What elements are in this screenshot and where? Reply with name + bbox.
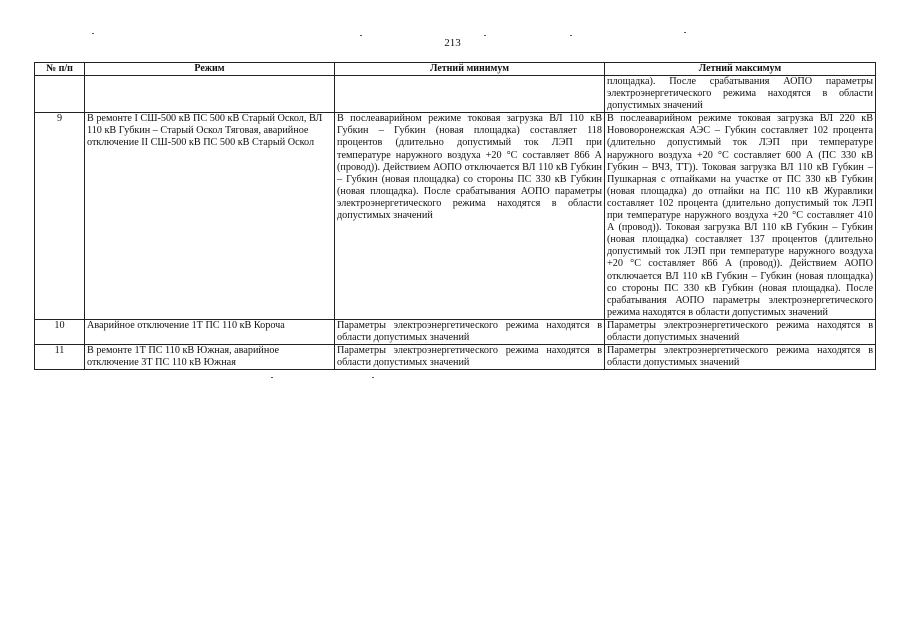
table-row <box>35 319 876 344</box>
row-number: 11 <box>35 345 85 370</box>
row-summer-min <box>335 76 605 113</box>
header-mode: Режим <box>85 63 335 76</box>
regime-table <box>34 62 876 370</box>
scan-speck <box>484 35 486 36</box>
row-summer-max: В послеаварийном режиме токовая загрузка ВЛ 220 кВ Нововоронежская АЭС – Губкин составляет 102 процента (длительно допустимый ток ЛЭП при температуре наружного воздуха +20 °С составляет 600 А (ПС 330 кВ Губкин – ВЧЗ, ТТ)). Токовая загрузка ВЛ 110 кВ Губкин – Пушкарная с отпайками на участке от ПС 330 кВ Губкин (новая площадка) до отпайки на ПС 110 кВ Журавлики составляет 102 процента (длительно допустимый ток ЛЭП при температуре наружного воздуха +20 °С составляет 410 А (провод)). Токовая загрузка ВЛ 110 кВ Губкин – Губкин (новая площадка) составляет 137 процентов (длительно допустимый ток ЛЭП при температуре наружного воздуха +20 °С составляет 866 А (провод)). Действием АОПО отключается ВЛ 110 кВ Губкин – Губкин (новая площадка) со стороны ПС 330 кВ Губкин (новая площадка). После срабатывания АОПО параметры электроэнергетического режима находятся в области допустимых значений <box>605 113 876 320</box>
scan-speck <box>372 377 374 378</box>
scan-speck <box>684 32 686 33</box>
row-summer-min: Параметры электроэнергетического режима находятся в области допустимых значений <box>335 345 605 370</box>
row-summer-max: Параметры электроэнергетического режима находятся в области допустимых значений <box>605 319 876 344</box>
scan-speck <box>271 377 273 378</box>
row-mode: Аварийное отключение 1Т ПС 110 кВ Короча <box>85 319 335 344</box>
row-summer-max: площадка). После срабатывания АОПО параметры электроэнергетического режима находятся в области допустимых значений <box>605 76 876 113</box>
table-row <box>35 345 876 370</box>
table-row <box>35 113 876 320</box>
row-mode <box>85 76 335 113</box>
table-row <box>35 76 876 113</box>
table-header-row <box>35 63 876 76</box>
scan-speck <box>360 35 362 36</box>
row-mode: В ремонте I СШ-500 кВ ПС 500 кВ Старый Оскол, ВЛ 110 кВ Губкин – Старый Оскол Тяговая, аварийное отключение II СШ-500 кВ ПС 500 кВ Старый Оскол <box>85 113 335 320</box>
header-number: № п/п <box>35 63 85 76</box>
row-number: 10 <box>35 319 85 344</box>
row-mode: В ремонте 1Т ПС 110 кВ Южная, аварийное отключение 3Т ПС 110 кВ Южная <box>85 345 335 370</box>
row-summer-min: Параметры электроэнергетического режима находятся в области допустимых значений <box>335 319 605 344</box>
scan-speck <box>92 33 94 34</box>
page-number: 213 <box>444 37 461 49</box>
row-number <box>35 76 85 113</box>
row-number: 9 <box>35 113 85 320</box>
header-summer-max: Летний максимум <box>605 63 876 76</box>
row-summer-min: В послеаварийном режиме токовая загрузка ВЛ 110 кВ Губкин – Губкин (новая площадка) составляет 118 процентов (длительно допустимый ток ЛЭП при температуре наружного воздуха +20 °С составляет 866 А (провод)). Действием АОПО отключается ВЛ 110 кВ Губкин – Губкин (новая площадка) со стороны ПС 330 кВ Губкин (новая площадка). После срабатывания АОПО параметры электроэнергетического режима находятся в области допустимых значений <box>335 113 605 320</box>
scan-speck <box>570 35 572 36</box>
header-summer-min: Летний минимум <box>335 63 605 76</box>
row-summer-max: Параметры электроэнергетического режима находятся в области допустимых значений <box>605 345 876 370</box>
